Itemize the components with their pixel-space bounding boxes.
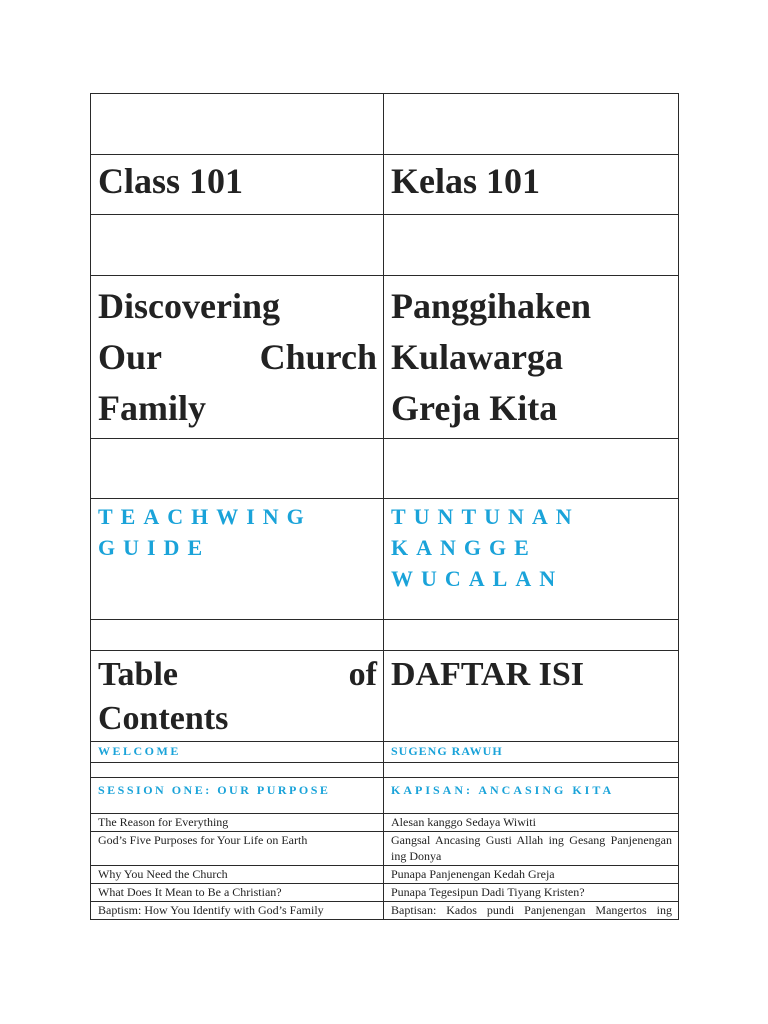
toc-row-left: What Does It Mean to Be a Christian? <box>91 884 384 902</box>
toc-title-left-line: Contents <box>98 700 229 737</box>
empty-row <box>91 620 679 651</box>
guide-right <box>384 499 679 620</box>
empty-cell <box>91 94 384 155</box>
empty-cell <box>384 763 679 778</box>
session-row <box>91 778 679 814</box>
toc-row <box>91 884 679 902</box>
guide-left <box>91 499 384 620</box>
toc-row-right: Gangsal Ancasing Gusti Allah ing Gesang Panjenengan ing Donya <box>384 832 679 866</box>
guide-right-line: TUNTUNAN <box>391 504 580 529</box>
toc-row-right: Baptisan: Kados pundi Panjenengan Mangertos ing <box>384 902 679 920</box>
toc-title-left-line-justified <box>98 653 377 697</box>
toc-row <box>91 902 679 920</box>
welcome-row <box>91 742 679 763</box>
class-label-left: Class 101 <box>91 155 384 215</box>
toc-row-left: The Reason for Everything <box>91 814 384 832</box>
toc-row <box>91 866 679 884</box>
toc-row-right: Alesan kanggo Sedaya Wiwiti <box>384 814 679 832</box>
title-left-line: Discovering <box>98 286 280 326</box>
guide-left-line: GUIDE <box>98 535 211 560</box>
class-label-right: Kelas 101 <box>384 155 679 215</box>
title-left <box>91 276 384 439</box>
empty-cell <box>384 94 679 155</box>
toc-title-left <box>91 651 384 742</box>
title-row <box>91 276 679 439</box>
toc-row-left: God’s Five Purposes for Your Life on Earth <box>91 832 384 866</box>
session-right: KAPISAN: ANCASING KITA <box>384 778 679 814</box>
toc-row-left: Baptism: How You Identify with God’s Family <box>91 902 384 920</box>
empty-cell <box>384 439 679 499</box>
toc-title-word: of <box>348 656 377 693</box>
empty-cell <box>384 620 679 651</box>
toc-row <box>91 814 679 832</box>
bilingual-table <box>90 93 679 920</box>
title-left-word: Church <box>259 337 377 377</box>
title-right <box>384 276 679 439</box>
toc-row-right: Punapa Panjenengan Kedah Greja <box>384 866 679 884</box>
guide-left-line: TEACHWING <box>98 504 312 529</box>
title-left-line: Family <box>98 388 206 428</box>
guide-right-line: WUCALAN <box>391 566 564 591</box>
welcome-right: SUGENG RAWUH <box>384 742 679 763</box>
empty-row <box>91 215 679 276</box>
empty-row <box>91 439 679 499</box>
title-left-word: Our <box>98 337 163 377</box>
empty-cell <box>91 439 384 499</box>
empty-cell <box>384 215 679 276</box>
empty-cell <box>91 620 384 651</box>
class-row <box>91 155 679 215</box>
welcome-left: WELCOME <box>91 742 384 763</box>
title-right-line: Kulawarga <box>391 337 564 377</box>
guide-row <box>91 499 679 620</box>
toc-title-right: DAFTAR ISI <box>384 651 679 742</box>
empty-row <box>91 94 679 155</box>
guide-right-line: KANGGE <box>391 535 537 560</box>
toc-row <box>91 832 679 866</box>
toc-row-right: Punapa Tegesipun Dadi Tiyang Kristen? <box>384 884 679 902</box>
title-right-line: Greja Kita <box>391 388 558 428</box>
toc-row-left: Why You Need the Church <box>91 866 384 884</box>
title-right-line: Panggihaken <box>391 286 592 326</box>
empty-cell <box>91 763 384 778</box>
empty-row <box>91 763 679 778</box>
toc-title-word: Table <box>98 656 179 693</box>
session-left: SESSION ONE: OUR PURPOSE <box>91 778 384 814</box>
empty-cell <box>91 215 384 276</box>
title-left-line-justified <box>98 332 377 383</box>
toc-title-row <box>91 651 679 742</box>
